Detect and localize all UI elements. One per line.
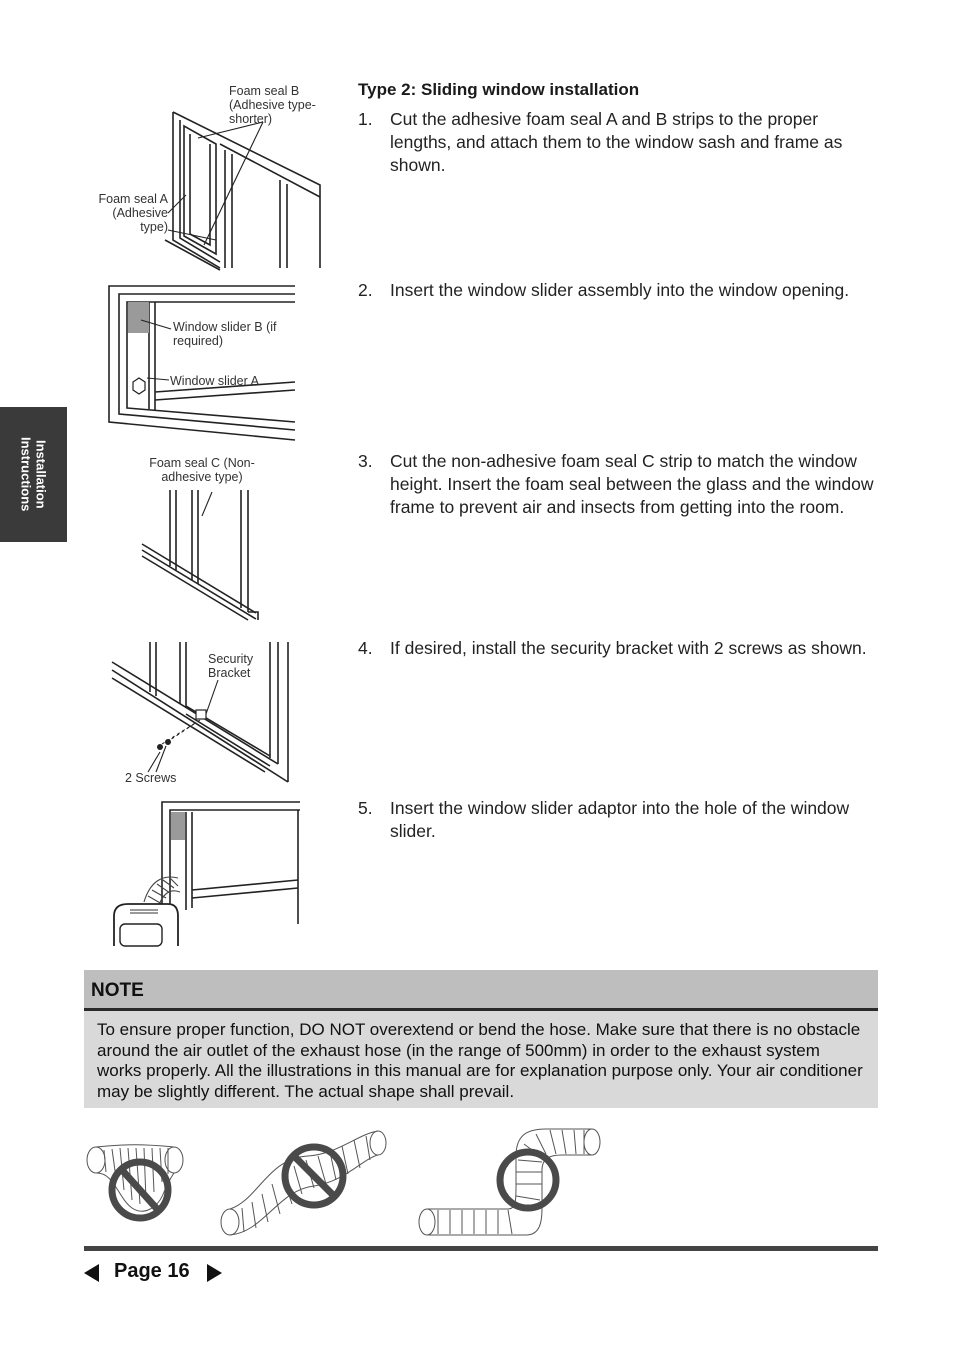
- side-tab-label: Installation Instructions: [18, 437, 49, 512]
- step-number: 4.: [358, 638, 373, 658]
- figure-foam-seal-c: [138, 488, 263, 623]
- hose-correct-allowed: [416, 1126, 601, 1240]
- note-header: [84, 970, 878, 1011]
- label-window-slider-b: Window slider B (if required): [173, 320, 277, 348]
- label-security-bracket: Security Bracket: [208, 652, 254, 680]
- step-3: [358, 450, 883, 519]
- side-tab: [0, 407, 67, 542]
- step-4: [358, 637, 883, 660]
- label-foam-seal-c: Foam seal C (Non-adhesive type): [149, 456, 255, 484]
- step-text: Insert the window slider assembly into the window opening.: [390, 280, 850, 300]
- step-text: If desired, install the security bracket with 2 screws as shown.: [390, 638, 867, 658]
- step-1: [358, 108, 883, 177]
- section-heading: Type 2: Sliding window installation: [358, 80, 640, 99]
- label-window-slider-a: Window slider A: [170, 374, 259, 388]
- figure-window-sliders: [105, 282, 300, 444]
- step-text: Insert the window slider adaptor into the hole of the window slider.: [390, 798, 850, 841]
- hose-overbent-prohibited: [84, 1138, 194, 1228]
- step-text: Cut the adhesive foam seal A and B strips to the proper lengths, and attach them to the window sash and frame as shown.: [390, 109, 843, 175]
- footer-divider: [84, 1246, 878, 1251]
- next-page-arrow-icon[interactable]: [207, 1264, 222, 1282]
- label-foam-seal-a: Foam seal A (Adhesive type): [98, 192, 168, 234]
- label-foam-seal-b: Foam seal B (Adhesive type-shorter): [229, 84, 316, 126]
- label-2-screws: 2 Screws: [125, 771, 177, 785]
- step-5: [358, 797, 883, 843]
- hose-twisted-prohibited: [218, 1128, 390, 1240]
- step-2: [358, 279, 883, 302]
- step-number: 2.: [358, 280, 373, 300]
- figure-slider-adaptor: [110, 800, 302, 946]
- step-number: 1.: [358, 109, 373, 129]
- page-number: Page 16: [114, 1260, 190, 1282]
- step-text: Cut the non-adhesive foam seal C strip to match the window height. Insert the foam seal between the glass and the window frame to prevent air and insects from getting into the room.: [390, 451, 874, 517]
- note-body: To ensure proper function, DO NOT overextend or bend the hose. Make sure that there is no obstacle around the air outlet of the exhaust hose (in the range of 500mm) in order to the exhaust system works properly. All the illustrations in this manual are for explanation purpose only. Your air conditioner may be slightly different. The actual shape shall prevail.: [84, 1011, 878, 1108]
- previous-page-arrow-icon[interactable]: [84, 1264, 99, 1282]
- step-number: 3.: [358, 451, 373, 471]
- note-title: NOTE: [91, 980, 144, 1001]
- step-number: 5.: [358, 798, 373, 818]
